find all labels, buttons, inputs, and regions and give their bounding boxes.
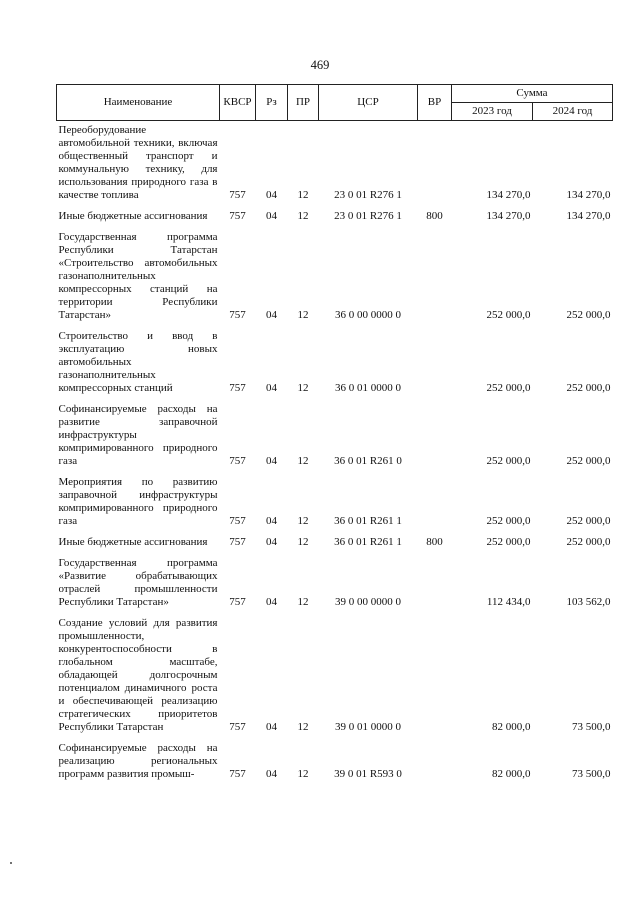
cell-name: Иные бюджетные ассигнования	[58, 210, 208, 222]
header-pr: ПР	[288, 85, 319, 121]
table-header	[57, 85, 613, 121]
cell-vr	[418, 228, 452, 327]
cell-csr: 39 0 01 0000 0	[335, 721, 401, 733]
cell-rz: 04	[266, 309, 277, 321]
cell-sum-2023: 134 270,0	[486, 210, 531, 222]
cell-rz: 04	[266, 768, 277, 780]
cell-sum-2023: 252 000,0	[486, 309, 531, 321]
cell-name: Переоборудование автомобильной техники, включая общественный транспорт и коммунальную технику, для использования природного газа в качестве топлива	[58, 124, 218, 201]
cell-name: Иные бюджетные ассигнования	[58, 536, 208, 548]
cell-name: Строительство и ввод в эксплуатацию новых автомобильных газонаполнительных компрессорных станций	[58, 330, 218, 394]
cell-csr: 39 0 01 R593 0	[334, 768, 402, 780]
table-row	[57, 400, 613, 473]
cell-pr: 12	[297, 515, 309, 527]
cell-sum-2024: 252 000,0	[566, 455, 611, 467]
cell-sum-2023: 252 000,0	[486, 455, 531, 467]
cell-rz: 04	[266, 721, 277, 733]
cell-rz: 04	[266, 455, 277, 467]
cell-rz: 04	[266, 596, 277, 608]
cell-name: Софинансируемые расходы на развитие заправочной инфраструктуры компримированного природного газа	[58, 403, 218, 467]
cell-vr	[418, 121, 452, 208]
cell-pr: 12	[297, 210, 309, 222]
cell-pr: 12	[297, 189, 309, 201]
cell-sum-2023: 252 000,0	[486, 536, 531, 548]
cell-vr: 800	[426, 210, 443, 222]
cell-pr: 12	[297, 721, 309, 733]
cell-kvsr: 757	[229, 721, 246, 733]
cell-rz: 04	[266, 515, 277, 527]
cell-csr: 36 0 01 R261 1	[334, 536, 402, 548]
cell-kvsr: 757	[229, 189, 246, 201]
cell-vr	[418, 614, 452, 739]
cell-sum-2024: 103 562,0	[566, 596, 611, 608]
header-name: Наименование	[57, 85, 220, 121]
header-kvsr: КВСР	[220, 85, 256, 121]
cell-sum-2024: 134 270,0	[566, 189, 611, 201]
cell-kvsr: 757	[229, 536, 246, 548]
cell-csr: 39 0 00 0000 0	[335, 596, 401, 608]
header-csr: ЦСР	[319, 85, 418, 121]
cell-kvsr: 757	[229, 515, 246, 527]
cell-kvsr: 757	[229, 210, 246, 222]
cell-sum-2023: 134 270,0	[486, 189, 531, 201]
cell-kvsr: 757	[229, 768, 246, 780]
cell-vr	[418, 473, 452, 533]
header-year-2023: 2023 год	[452, 103, 533, 121]
cell-sum-2023: 82 000,0	[492, 721, 531, 733]
cell-rz: 04	[266, 189, 277, 201]
cell-sum-2024: 252 000,0	[566, 309, 611, 321]
cell-rz: 04	[266, 210, 277, 222]
cell-csr: 36 0 00 0000 0	[335, 309, 401, 321]
table-row	[57, 121, 613, 208]
cell-name: Мероприятия по развитию заправочной инфраструктуры компримированного природного газа	[58, 476, 218, 527]
scan-speck	[10, 862, 12, 864]
cell-pr: 12	[297, 596, 309, 608]
table-row	[57, 614, 613, 739]
cell-sum-2023: 112 434,0	[486, 596, 531, 608]
cell-pr: 12	[297, 536, 309, 548]
cell-vr	[418, 327, 452, 400]
cell-kvsr: 757	[229, 455, 246, 467]
cell-sum-2024: 252 000,0	[566, 515, 611, 527]
table-row	[57, 228, 613, 327]
cell-pr: 12	[297, 309, 309, 321]
header-year-2024: 2024 год	[533, 103, 613, 121]
cell-sum-2024: 134 270,0	[566, 210, 611, 222]
cell-sum-2024: 252 000,0	[566, 382, 611, 394]
cell-name: Государственная программа Республики Татарстан «Строительство автомобильных газонаполнительных компрессорных станций на территории Республики Татарстан»	[58, 231, 218, 321]
table-row	[57, 739, 613, 786]
page-number: 469	[310, 58, 330, 72]
header-sum: Сумма	[452, 85, 613, 103]
cell-sum-2023: 82 000,0	[492, 768, 531, 780]
table-row	[57, 327, 613, 400]
cell-csr: 36 0 01 R261 0	[334, 455, 402, 467]
table-row	[57, 473, 613, 533]
table-body	[57, 121, 613, 787]
cell-kvsr: 757	[229, 596, 246, 608]
cell-name: Государственная программа «Развитие обрабатывающих отраслей промышленности Республики Татарстан»	[58, 557, 218, 608]
cell-name: Создание условий для развития промышленности, конкурентоспособности в глобальном масштабе, обладающей долгосрочным потенциалом динамичного роста и обеспечивающей реализацию стратегических приоритетов Республики Татарстан	[58, 617, 218, 733]
cell-sum-2024: 73 500,0	[572, 768, 611, 780]
cell-name: Софинансируемые расходы на реализацию региональных программ развития промыш-	[58, 742, 218, 780]
cell-sum-2023: 252 000,0	[486, 382, 531, 394]
cell-pr: 12	[297, 768, 309, 780]
table-row	[57, 207, 613, 228]
cell-csr: 36 0 01 0000 0	[335, 382, 401, 394]
cell-csr: 36 0 01 R261 1	[334, 515, 402, 527]
cell-pr: 12	[297, 455, 309, 467]
cell-kvsr: 757	[229, 309, 246, 321]
cell-vr	[418, 554, 452, 614]
cell-vr	[418, 739, 452, 786]
cell-sum-2023: 252 000,0	[486, 515, 531, 527]
table-row	[57, 554, 613, 614]
cell-vr: 800	[426, 536, 443, 548]
header-rz: Рз	[256, 85, 288, 121]
cell-sum-2024: 73 500,0	[572, 721, 611, 733]
budget-table	[56, 84, 613, 786]
table-row	[57, 533, 613, 554]
cell-csr: 23 0 01 R276 1	[334, 189, 402, 201]
cell-kvsr: 757	[229, 382, 246, 394]
cell-csr: 23 0 01 R276 1	[334, 210, 402, 222]
header-vr: ВР	[418, 85, 452, 121]
cell-vr	[418, 400, 452, 473]
cell-rz: 04	[266, 536, 277, 548]
cell-sum-2024: 252 000,0	[566, 536, 611, 548]
cell-pr: 12	[297, 382, 309, 394]
cell-rz: 04	[266, 382, 277, 394]
